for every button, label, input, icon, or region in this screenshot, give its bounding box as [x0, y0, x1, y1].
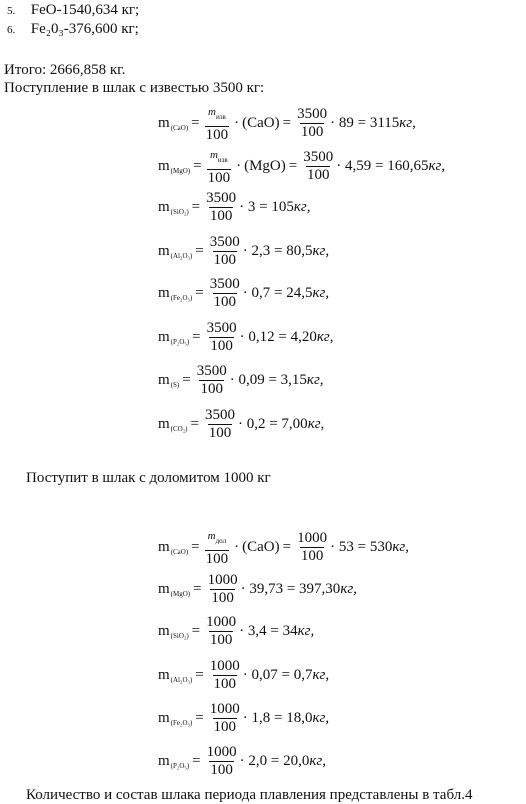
list-item [7, 21, 139, 38]
equation-row [158, 190, 310, 225]
variable-m: m [208, 106, 216, 118]
mass-subscript: (Al₂O₃) [170, 252, 193, 260]
mass-subscript: (CO₂) [170, 425, 188, 433]
multiply-sign: · [236, 158, 242, 174]
result-value: · 89 = 3115кг, [330, 115, 416, 131]
fraction-numerator: 3500 [206, 320, 237, 336]
fraction-denominator: 100 [213, 252, 236, 268]
fraction [209, 701, 241, 736]
result-value: · 2,3 = 80,5кг, [242, 243, 330, 259]
fraction-numerator [207, 103, 227, 126]
equation-row [158, 744, 326, 779]
fraction [296, 106, 328, 141]
mass-subscript: (Al₂O₃) [170, 676, 193, 684]
mass-subscript: (MgO) [170, 590, 191, 598]
unit: кг, [312, 243, 330, 259]
fraction-numerator: 3500 [209, 276, 240, 292]
fraction [205, 614, 237, 649]
mass-symbol: m (Fe₂O₃) [158, 285, 193, 302]
equation-row [158, 320, 333, 355]
unit: кг, [316, 329, 334, 345]
unit: кг, [297, 623, 315, 639]
variable-subscript: изв [217, 156, 228, 164]
equals-sign: = [195, 667, 204, 683]
equation-row [158, 407, 324, 442]
result-value: · 3,4 = 34кг, [239, 623, 315, 639]
equals-sign: = [193, 581, 202, 597]
fraction-numerator: 3500 [204, 407, 235, 423]
equation-row [158, 701, 329, 736]
equals-sign: = [182, 372, 191, 388]
fraction-denominator: 100 [210, 338, 233, 354]
mass-subscript: (SiO₂) [170, 208, 189, 216]
fraction-numerator [209, 146, 229, 169]
fraction-numerator: 3500 [209, 234, 240, 250]
fraction-denominator: 100 [306, 167, 330, 183]
mass-symbol: m (CaO) [158, 539, 189, 556]
unit: кг, [307, 416, 325, 432]
mass-symbol: m (CO₂) [158, 416, 188, 433]
fraction-numerator: 3500 [196, 363, 227, 379]
mass-symbol: m (SiO₂) [158, 623, 189, 640]
equation-row [158, 234, 329, 269]
fraction [209, 234, 241, 269]
mass-symbol: m (SiO₂) [158, 199, 189, 216]
fraction-denominator: 100 [209, 632, 233, 648]
fraction-denominator: 100 [209, 208, 233, 224]
equation-row [158, 572, 357, 607]
fraction-denominator: 100 [205, 551, 229, 567]
fraction-denominator: 100 [213, 719, 236, 735]
equals-sign: = [191, 539, 200, 555]
result-value: · 0,12 = 4,20кг, [239, 329, 334, 345]
fraction-numerator: 1000 [207, 572, 238, 588]
mass-subscript: (Fe₂O₃) [170, 719, 193, 727]
result-value: · 53 = 530кг, [330, 539, 409, 555]
fraction-numerator [207, 527, 227, 550]
fraction [296, 530, 328, 565]
result-value: · 1,8 = 18,0кг, [242, 710, 330, 726]
fraction-numerator: 1000 [206, 614, 237, 630]
mass-symbol: m (P₂O₅) [158, 329, 190, 346]
mass-subscript: (SiO₂) [170, 632, 189, 640]
equals-sign: = [195, 710, 204, 726]
equation-row [158, 276, 329, 311]
fraction [205, 103, 230, 144]
fraction-denominator: 100 [211, 590, 234, 606]
list-text: FeO-1540,634 кг; [30, 2, 140, 18]
mass-subscript: (P₂O₅) [170, 762, 190, 770]
variable-subscript: дол [215, 537, 227, 545]
mass-subscript: (P₂O₅) [170, 338, 190, 346]
fraction-denominator: 100 [200, 381, 223, 397]
result-value: · 0,2 = 7,00кг, [237, 416, 325, 432]
multiply-sign: · [234, 115, 240, 131]
fraction-denominator: 100 [208, 425, 232, 441]
equals-sign: = [282, 115, 292, 131]
equals-sign: = [191, 115, 200, 131]
fraction-denominator: 100 [207, 170, 231, 186]
result-value: · 0,7 = 24,5кг, [242, 285, 330, 301]
unit: кг, [312, 667, 330, 683]
unit: кг, [306, 372, 324, 388]
fraction [209, 658, 241, 693]
result-value: · 0,07 = 0,7кг, [242, 667, 330, 683]
mass-symbol: m (Al₂O₃) [158, 667, 193, 684]
fraction [205, 527, 230, 568]
fraction-numerator: 3500 [297, 106, 328, 122]
footer-text: Количество и состав шлака периода плавления представлены в табл.4 [26, 787, 473, 803]
compound-label: (CaO) [242, 115, 280, 131]
mass-symbol: m (MgO) [158, 581, 191, 598]
fraction-denominator: 100 [213, 294, 236, 310]
equals-sign: = [195, 285, 204, 301]
multiply-sign: · [234, 539, 240, 555]
fraction-numerator: 3500 [206, 190, 237, 206]
mass-symbol: m (CaO) [158, 115, 189, 132]
list-text: Fe₂0₃-376,600 кг; [30, 21, 139, 37]
equals-sign: = [195, 243, 204, 259]
fraction [206, 744, 238, 779]
mass-symbol: m (P₂O₅) [158, 753, 190, 770]
fraction-numerator: 1000 [209, 701, 240, 717]
mass-symbol: m (Fe₂O₃) [158, 710, 193, 727]
equation-row [158, 103, 416, 144]
equation-row [158, 658, 329, 693]
unit: кг, [309, 753, 326, 769]
equation-row [158, 527, 409, 568]
equals-sign: = [191, 623, 201, 639]
mass-subscript: (MgO) [170, 167, 191, 175]
equals-sign: = [192, 753, 201, 769]
list-number: 5. [7, 5, 16, 17]
unit: кг, [340, 581, 357, 597]
result-value: · 2,0 = 20,0кг, [239, 753, 326, 769]
unit: кг, [312, 710, 330, 726]
mass-subscript: (S) [170, 381, 180, 389]
fraction-denominator: 100 [205, 127, 229, 143]
equals-sign: = [192, 329, 201, 345]
variable-subscript: изв [215, 113, 226, 121]
fraction [205, 190, 237, 225]
fraction [206, 320, 238, 355]
equals-sign: = [193, 158, 202, 174]
fraction [302, 149, 334, 184]
mass-symbol: m (Al₂O₃) [158, 243, 193, 260]
lime-heading: Поступление в шлак с известью 3500 кг: [4, 80, 265, 96]
fraction-denominator: 100 [300, 548, 324, 564]
equals-sign: = [288, 158, 298, 174]
fraction-numerator: 3500 [303, 149, 334, 165]
unit: кг, [399, 115, 416, 131]
fraction-denominator: 100 [300, 124, 324, 140]
fraction-numerator: 1000 [209, 658, 240, 674]
equals-sign: = [191, 199, 201, 215]
fraction [209, 276, 241, 311]
equation-row [158, 146, 445, 187]
unit: кг, [293, 199, 311, 215]
result-value: · 4,59 = 160,65кг, [336, 158, 446, 174]
fraction [207, 146, 232, 187]
dolomite-heading: Поступит в шлак с доломитом 1000 кг [26, 470, 271, 486]
fraction-denominator: 100 [213, 676, 236, 692]
variable-m: m [209, 149, 218, 161]
fraction [204, 407, 236, 442]
fraction-denominator: 100 [210, 762, 233, 778]
result-value: · 3 = 105кг, [239, 199, 311, 215]
mass-symbol: m (MgO) [158, 158, 191, 175]
compound-label: (CaO) [242, 539, 280, 555]
variable-m: m [207, 530, 216, 542]
equation-row [158, 363, 324, 398]
mass-symbol: m (S) [158, 372, 180, 389]
unit: кг, [312, 285, 330, 301]
result-value: · 0,09 = 3,15кг, [229, 372, 324, 388]
mass-subscript: (Fe₂O₃) [170, 294, 193, 302]
result-value: · 39,73 = 397,30кг, [240, 581, 357, 597]
list-number: 6. [7, 24, 16, 36]
fraction [207, 572, 239, 607]
equals-sign: = [190, 416, 199, 432]
list-item [7, 2, 139, 19]
mass-subscript: (CaO) [170, 124, 189, 132]
equals-sign: = [282, 539, 292, 555]
unit: кг, [428, 158, 446, 174]
total-line: Итого: 2666,858 кг. [4, 62, 126, 78]
compound-label: (MgO) [244, 158, 286, 174]
fraction-numerator: 1000 [206, 744, 237, 760]
mass-subscript: (CaO) [170, 548, 189, 556]
fraction-numerator: 1000 [297, 530, 328, 546]
equation-row [158, 614, 314, 649]
unit: кг, [392, 539, 409, 555]
fraction [196, 363, 228, 398]
